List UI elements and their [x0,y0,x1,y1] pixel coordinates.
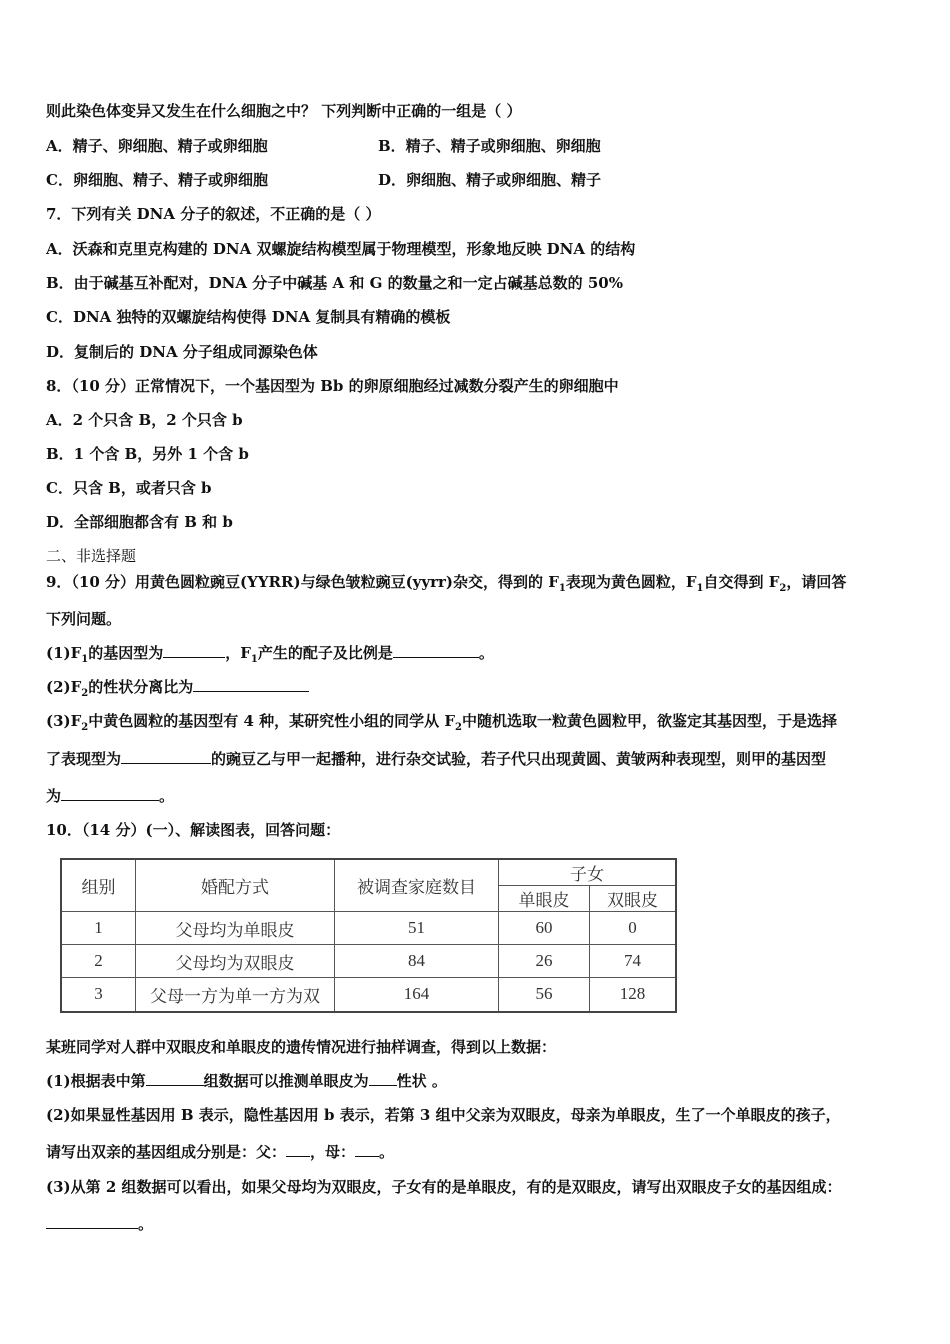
q8-stem: 8．（10 分）正常情况下，一个基因型为 Bb 的卵原细胞经过减数分裂产生的卵细胞中 [46,377,619,395]
q9-part1: $(1)F_1$的基因型为 ，$F_1$产生的配子及比例是 。 [46,644,494,665]
q8-option-b[interactable]: B．1 个含 B，另外 1 个含 b [46,445,249,463]
answer-blank[interactable] [393,643,479,658]
header-families: 被调查家庭数目 [335,859,499,912]
answer-blank[interactable] [163,643,225,658]
cell-families: 51 [335,912,499,945]
q8-option-d[interactable]: D．全部细胞都含有 B 和 b [46,513,233,531]
q8-option-a[interactable]: A．2 个只含 B，2 个只含 b [46,411,243,429]
header-group: 组别 [61,859,136,912]
q6-option-a[interactable]: A．精子、卵细胞、精子或卵细胞 [46,137,268,155]
q9-part3-line3: 为 。 [46,787,175,805]
cell-families: 164 [335,978,499,1012]
table-row [61,912,676,945]
cell-mating: 父母均为单眼皮 [136,912,335,945]
answer-blank[interactable] [286,1142,310,1157]
q10-stem: 10．（14 分）(一）、解读图表，回答问题： [46,821,341,839]
header-children: 子女 [499,859,677,886]
q9-stem-line2: 下列问题。 [46,610,122,628]
q9-stem-line1: 9．（10 分）用黄色圆粒豌豆(YYRR)与绿色皱粒豌豆(yyrr)杂交，得到的 $F_1$表现为黄色圆粒，$F_1$自交得到 $F_2$，请回答 [46,573,847,594]
section-heading: 二、非选择题 [46,547,137,565]
cell-mating: 父母一方为单一方为双 [136,978,335,1012]
q9-part3-line2: 了表现型为 的豌豆乙与甲一起播种，进行杂交试验，若子代只出现黄圆、黄皱两种表现型，则甲的基因型 [46,750,827,768]
cell-group: 3 [61,978,136,1012]
answer-blank[interactable] [193,677,309,692]
cell-single: 56 [499,978,590,1012]
q7-stem: 7．下列有关 DNA 分子的叙述，不正确的是（ ） [46,205,381,223]
answer-blank[interactable] [46,1214,138,1229]
q9-part2: $(2)F_2$的性状分离比为 [46,677,309,704]
cell-double: 128 [590,978,677,1012]
answer-blank[interactable] [121,749,211,764]
cell-double: 0 [590,912,677,945]
q7-option-d[interactable]: D．复制后的 DNA 分子组成同源染色体 [46,343,318,361]
table-row [61,978,676,1012]
answer-blank[interactable] [355,1142,379,1157]
cell-group: 1 [61,912,136,945]
q6-option-b[interactable]: B．精子、精子或卵细胞、卵细胞 [378,137,601,155]
q7-option-b[interactable]: B．由于碱基互补配对，DNA 分子中碱基 A 和 G 的数量之和一定占碱基总数的 50% [46,274,623,292]
cell-single: 26 [499,945,590,978]
header-single-eyelid: 单眼皮 [499,886,590,912]
q8-option-c[interactable]: C．只含 B，或者只含 b [46,479,212,497]
header-mating: 婚配方式 [136,859,335,912]
q7-option-c[interactable]: C．DNA 独特的双螺旋结构使得 DNA 复制具有精确的模板 [46,308,451,326]
q9-part3-line1: $(3)F_2$中黄色圆粒的基因型有 4 种，某研究性小组的同学从 $F_2$中随机选取一粒黄色圆粒甲，欲鉴定其基因型，于是选择 [46,712,837,733]
header-double-eyelid: 双眼皮 [590,886,677,912]
q10-part2-line1: (2)如果显性基因用 B 表示，隐性基因用 b 表示，若第 3 组中父亲为双眼皮，母亲为单眼皮，生了一个单眼皮的孩子， [46,1106,841,1124]
q6-stem: 则此染色体变异又发生在什么细胞之中？ 下列判断中正确的一组是（ ） [46,102,522,120]
cell-single: 60 [499,912,590,945]
survey-table [60,858,677,1013]
q10-part3-line2: 。 [46,1214,153,1234]
q10-part2-line2: 请写出双亲的基因组成分别是：父： ，母： 。 [46,1143,395,1161]
q6-option-c[interactable]: C．卵细胞、精子、精子或卵细胞 [46,171,268,189]
q6-option-d[interactable]: D．卵细胞、精子或卵细胞、精子 [378,171,602,189]
q7-option-a[interactable]: A．沃森和克里克构建的 DNA 双螺旋结构模型属于物理模型，形象地反映 DNA 的结构 [46,240,636,258]
cell-group: 2 [61,945,136,978]
scan-artifact [630,998,696,1008]
cell-mating: 父母均为双眼皮 [136,945,335,978]
answer-blank[interactable] [369,1071,397,1086]
answer-blank[interactable] [146,1071,204,1086]
cell-families: 84 [335,945,499,978]
cell-double: 74 [590,945,677,978]
answer-blank[interactable] [61,786,159,801]
table-row [61,945,676,978]
q10-part3-line1: (3)从第 2 组数据可以看出，如果父母均为双眼皮，子女有的是单眼皮，有的是双眼皮，请写出双眼皮子女的基因组成： [46,1178,842,1196]
q10-intro: 某班同学对人群中双眼皮和单眼皮的遗传情况进行抽样调查，得到以上数据： [46,1038,557,1056]
q10-part1: (1)根据表中第 组数据可以推测单眼皮为 性状 。 [46,1072,447,1090]
